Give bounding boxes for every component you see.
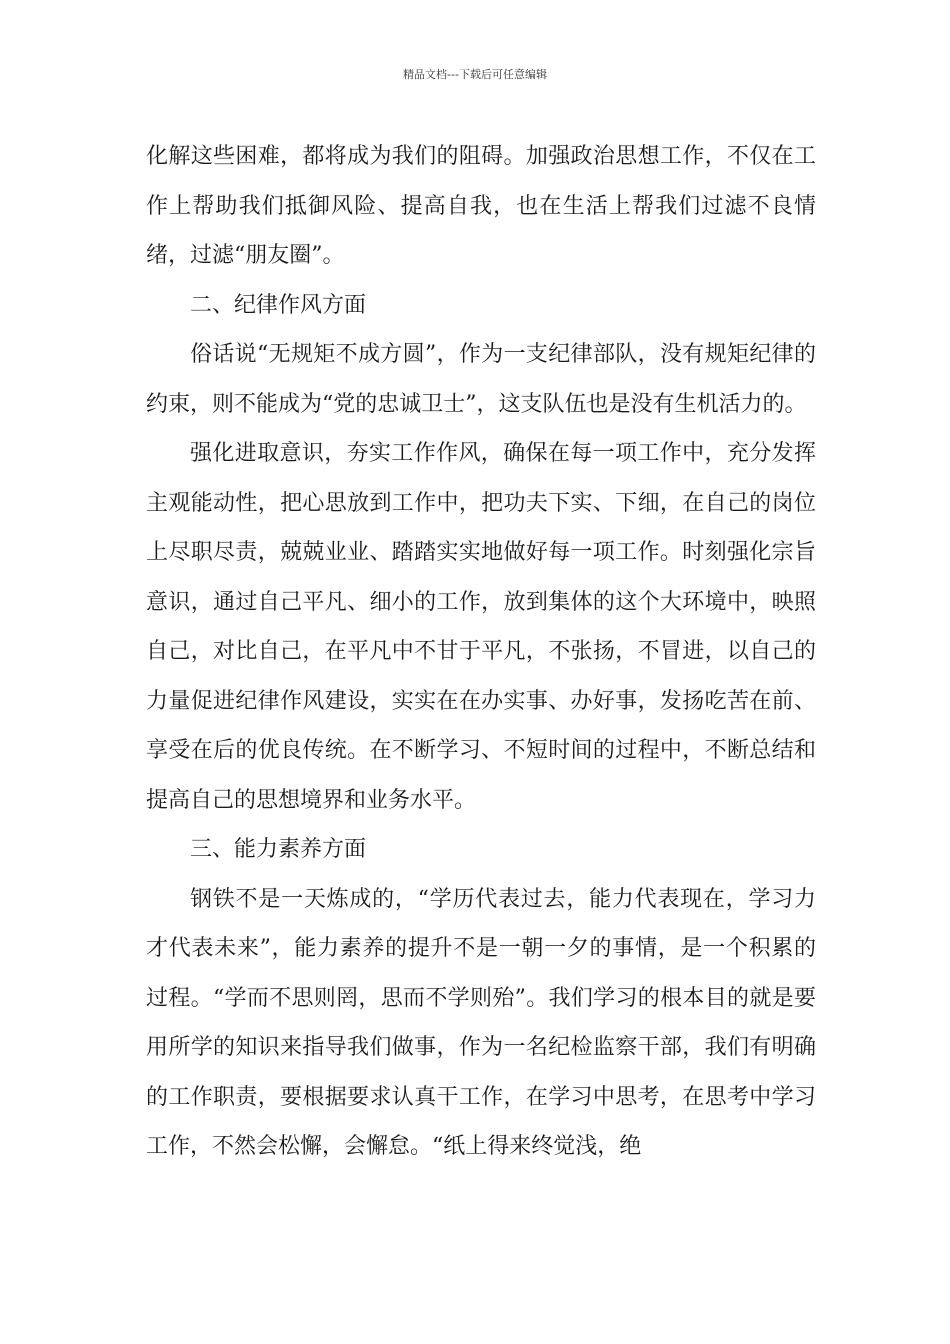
section-heading-ability: 三、能力素养方面 bbox=[190, 837, 367, 862]
section-heading-discipline: 二、纪律作风方面 bbox=[190, 292, 367, 318]
page-header: 精品文档---下载后可任意编辑 bbox=[403, 68, 547, 81]
document-body bbox=[146, 132, 816, 1172]
paragraph-1: 化解这些困难，都将成为我们的阻碍。加强政治思想工作，不仅在工作上帮助我们抵御风险、提高自我，也在生活上帮我们过滤不良情绪，过滤“朋友圈”。 bbox=[146, 144, 816, 268]
paragraph-2: 俗话说“无规矩不成方圆”，作为一支纪律部队，没有规矩纪律的约束，则不能成为“党的忠诚卫士”，这支队伍也是没有生机活力的。 bbox=[146, 342, 816, 417]
paragraph-4: 钢铁不是一天炼成的，“学历代表过去，能力代表现在，学习力才代表未来”，能力素养的提升不是一朝一夕的事情，是一个积累的过程。“学而不思则罔，思而不学则殆”。我们学习的根本目的就是要用所学的知识来指导我们做事，作为一名纪检监察干部，我们有明确的工作职责，要根据要求认真干工作，在学习中思考，在思考中学习工作，不然会松懈，会懈怠。“纸上得来终觉浅，绝 bbox=[146, 886, 816, 1159]
paragraph-3: 强化进取意识，夯实工作作风，确保在每一项工作中，充分发挥主观能动性，把心思放到工作中，把功夫下实、下细，在自己的岗位上尽职尽责，兢兢业业、踏踏实实地做好每一项工作。时刻强化宗旨意识，通过自己平凡、细小的工作，放到集体的这个大环境中，映照自己，对比自己，在平凡中不甘于平凡，不张扬，不冒进，以自己的力量促进纪律作风建设，实实在在办实事、办好事，发扬吃苦在前、享受在后的优良传统。在不断学习、不短时间的过程中，不断总结和提高自己的思想境界和业务水平。 bbox=[146, 441, 816, 813]
